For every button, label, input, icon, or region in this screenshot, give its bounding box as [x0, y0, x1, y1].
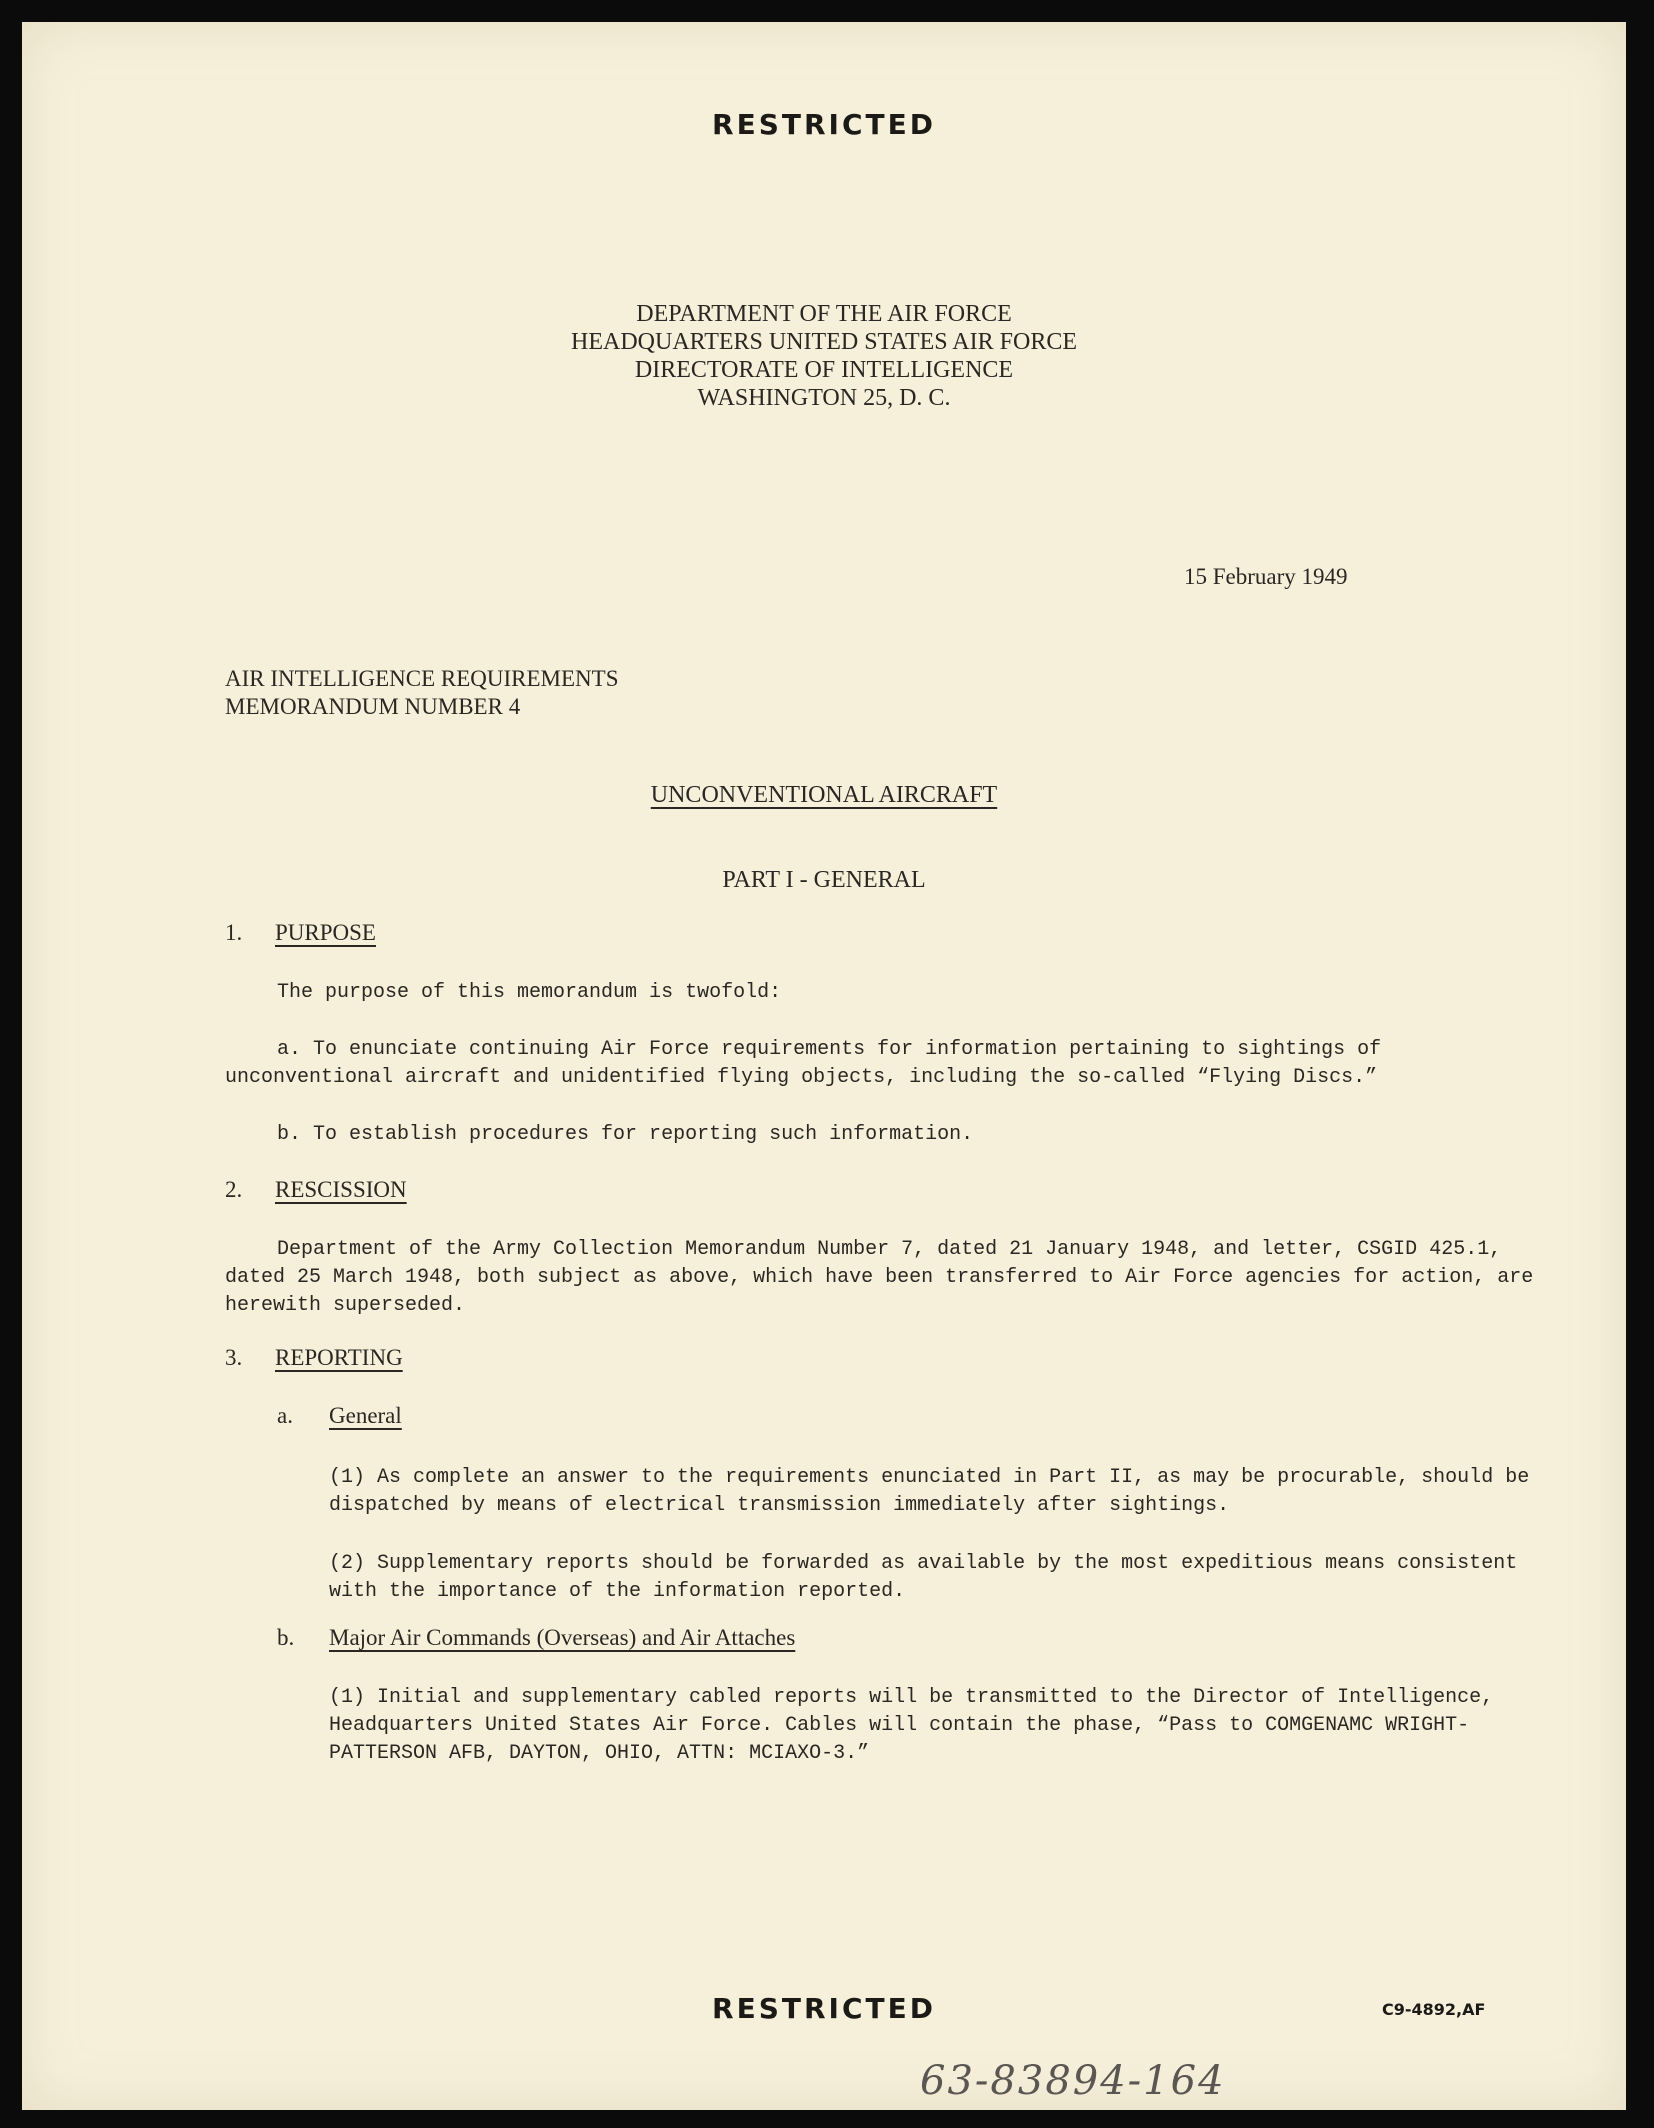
letterhead-line-2: HEADQUARTERS UNITED STATES AIR FORCE [571, 329, 1077, 355]
purpose-intro: The purpose of this memorandum is twofold: [277, 981, 782, 1004]
reporting-general-2: (2) Supplementary reports should be forwarded as available by the most expeditious means consistent with the importance of the information reported. [329, 1552, 1518, 1603]
classification-stamp-top: RESTRICTED [712, 108, 936, 141]
section-title: PURPOSE [275, 920, 376, 945]
part-heading: PART I - GENERAL [722, 867, 926, 893]
document-date: 15 February 1949 [1184, 564, 1348, 589]
subsection-label: a. [277, 1403, 293, 1428]
section-heading-purpose [225, 920, 376, 946]
subsection-title: Major Air Commands (Overseas) and Air Attaches [329, 1625, 796, 1650]
memo-line-1: AIR INTELLIGENCE REQUIREMENTS [225, 666, 619, 691]
letterhead-line-4: WASHINGTON 25, D. C. [697, 385, 951, 411]
document-title [22, 782, 1626, 809]
subsection-heading-overseas [277, 1625, 795, 1651]
reporting-overseas-1: (1) Initial and supplementary cabled reports will be transmitted to the Director of Intelligence, Headquarters United States Air Force. Cables will contain the phase, “Pass to COMGENAMC WRIGHT-PATTERSON AFB, DAYTON, OHIO, ATTN: MCIAXO-3.” [329, 1686, 1494, 1765]
subsection-title: General [329, 1403, 402, 1428]
letterhead-line-3: DIRECTORATE OF INTELLIGENCE [634, 357, 1014, 383]
section-heading-reporting [225, 1345, 403, 1371]
reporting-general-1: (1) As complete an answer to the requirements enunciated in Part II, as may be procurable, should be dispatched by means of electrical transmission immediately after sightings. [329, 1466, 1530, 1517]
purpose-item-b: b. To establish procedures for reporting such information. [277, 1123, 974, 1146]
letterhead-line-1: DEPARTMENT OF THE AIR FORCE [636, 301, 1012, 327]
classification-stamp-bottom: RESTRICTED [712, 1992, 936, 2025]
rescission-text: Department of the Army Collection Memorandum Number 7, dated 21 January 1948, and letter, CSGID 425.1, dated 25 March 1948, both subject as above, which have been transferred to Air Force agencies for action, are herewith superseded. [225, 1238, 1534, 1317]
section-number: 1. [225, 920, 243, 945]
letterhead [22, 300, 1626, 412]
subsection-heading-general [277, 1403, 402, 1429]
memo-line-2: MEMORANDUM NUMBER 4 [225, 694, 521, 719]
section-title: REPORTING [275, 1345, 403, 1370]
purpose-item-a: a. To enunciate continuing Air Force requirements for information pertaining to sightings of unconventional aircraft and unidentified flying objects, including the so-called “Flying Discs.” [225, 1038, 1382, 1089]
document-title-text: UNCONVENTIONAL AIRCRAFT [650, 782, 998, 808]
section-number: 3. [225, 1345, 243, 1370]
handwritten-file-number: 63-83894-164 [920, 2058, 1226, 2104]
subsection-label: b. [277, 1625, 295, 1650]
section-number: 2. [225, 1177, 243, 1202]
document-page [22, 22, 1626, 2110]
memo-designation [225, 665, 619, 721]
section-title: RESCISSION [275, 1177, 407, 1202]
form-number: C9-4892,AF [1382, 2000, 1486, 2019]
section-heading-rescission [225, 1177, 407, 1203]
